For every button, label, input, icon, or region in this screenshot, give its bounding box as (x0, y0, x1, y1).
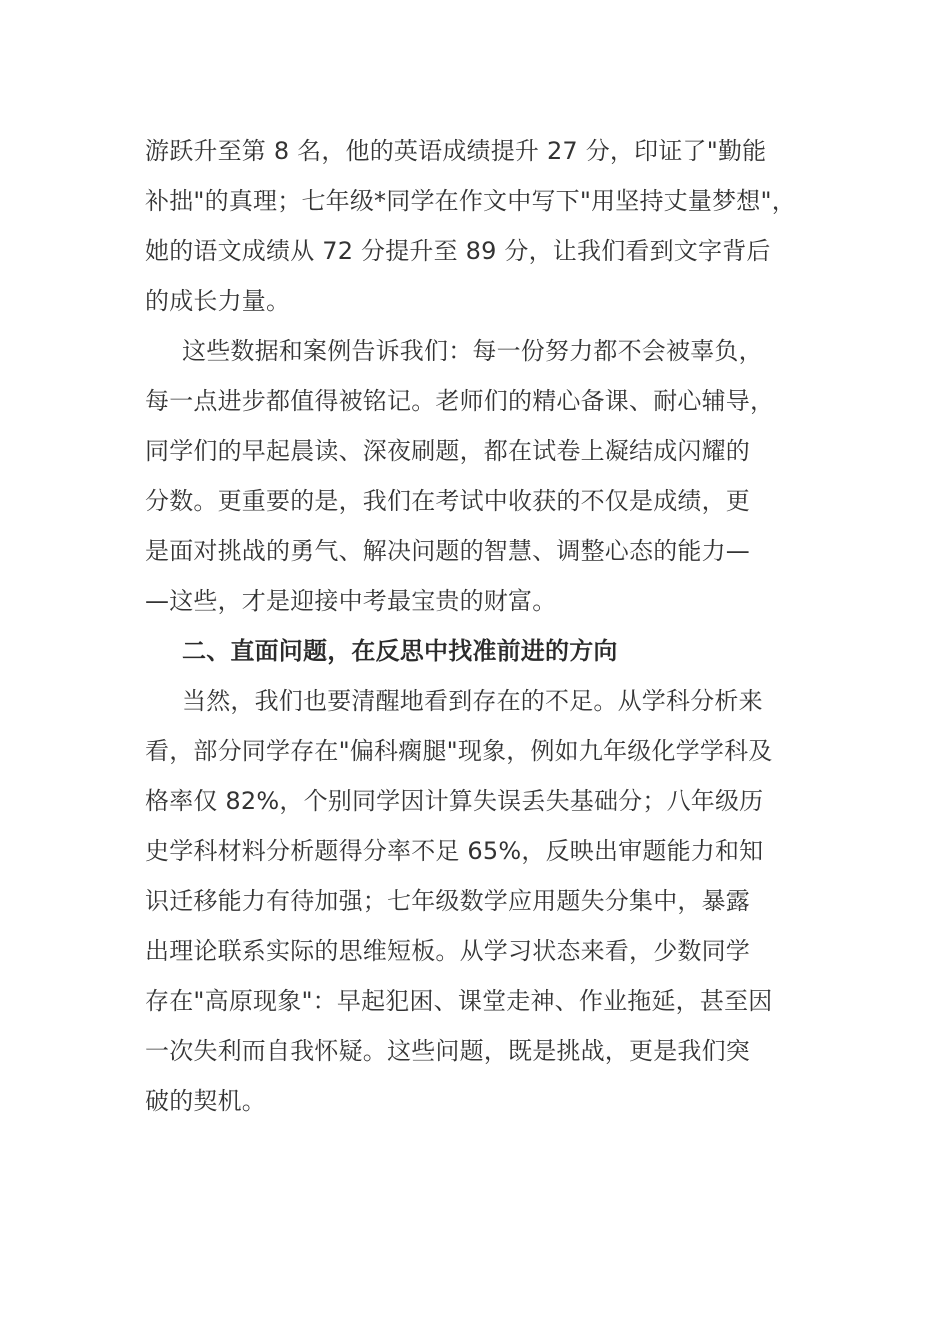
text-line: 当然，我们也要清醒地看到存在的不足。从学科分析来 (182, 687, 763, 715)
text-line: —这些，才是迎接中考最宝贵的财富。 (145, 587, 557, 615)
text-line: 是面对挑战的勇气、解决问题的智慧、调整心态的能力— (145, 537, 750, 565)
text-line: 一次失利而自我怀疑。这些问题，既是挑战，更是我们突 (145, 1037, 750, 1065)
text-line: 游跃升至第 8 名，他的英语成绩提升 27 分，印证了"勤能 (145, 137, 767, 165)
text-line: 史学科材料分析题得分率不足 65%，反映出审题能力和知 (145, 837, 764, 865)
text-line: 存在"高原现象"：早起犯困、课堂走神、作业拖延，甚至因 (145, 987, 773, 1015)
text-line: 格率仅 82%，个别同学因计算失误丢失基础分；八年级历 (145, 787, 764, 815)
text-line: 每一点进步都值得被铭记。老师们的精心备课、耐心辅导， (145, 387, 775, 415)
text-line: 她的语文成绩从 72 分提升至 89 分，让我们看到文字背后 (145, 237, 771, 265)
paragraph-case-examples (145, 126, 835, 326)
text-line: 的成长力量。 (145, 287, 291, 315)
section-heading-text: 二、直面问题，在反思中找准前进的方向 (182, 637, 618, 665)
text-line: 破的契机。 (145, 1087, 266, 1115)
text-line: 出理论联系实际的思维短板。从学习状态来看，少数同学 (145, 937, 750, 965)
text-line: 这些数据和案例告诉我们：每一份努力都不会被辜负， (182, 337, 763, 365)
paragraph-conclusion (145, 326, 835, 626)
text-line: 同学们的早起晨读、深夜刷题，都在试卷上凝结成闪耀的 (145, 437, 750, 465)
paragraph-problems (145, 676, 835, 1126)
text-line: 看，部分同学存在"偏科瘸腿"现象，例如九年级化学学科及 (145, 737, 773, 765)
text-line: 识迁移能力有待加强；七年级数学应用题失分集中，暴露 (145, 887, 750, 915)
document-body (145, 126, 835, 1126)
text-line: 分数。更重要的是，我们在考试中收获的不仅是成绩，更 (145, 487, 750, 515)
section-heading (145, 626, 835, 676)
text-line: 补拙"的真理；七年级*同学在作文中写下"用坚持丈量梦想"， (145, 187, 796, 215)
